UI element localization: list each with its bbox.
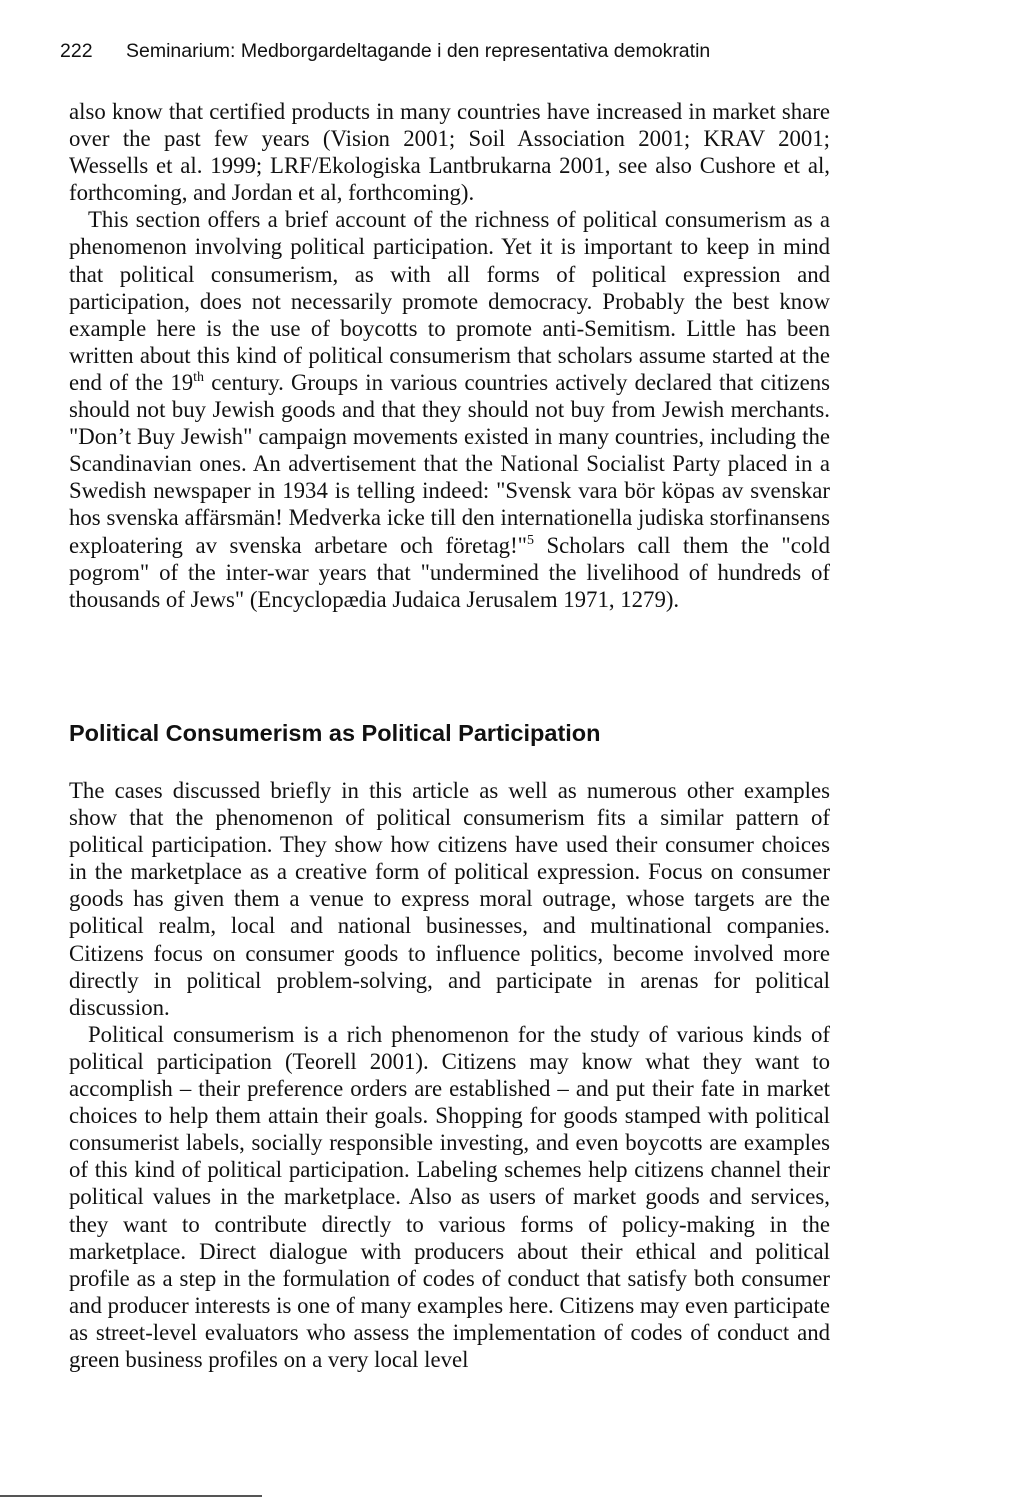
section-body-second bbox=[69, 777, 830, 1373]
paragraph-text-part: century. Groups in various countries actively declared that citizens should not buy Jewish goods and that they should not buy from Jewish merchants. "Don’t Buy Jewish" campaign movements existed in many countries, including the Scandinavian ones. An advertisement that the National Socialist Party placed in a Swedish newspaper in 1934 is telling indeed: "Svensk vara bör köpas av svenskar hos svenska affärsmän! Medverka icke till den internationella judiska storfinansens exploatering av svenska arbetare och företag!" bbox=[69, 369, 830, 558]
section-body-first bbox=[69, 98, 830, 613]
paragraph-pattern-of-participation: The cases discussed briefly in this article as well as numerous other examples show that the phenomenon of political consumerism fits a similar pattern of political participation. They show how citizens have used their consumer choices in the marketplace as a creative form of political expression. Focus on consumer goods has given them a venue to express moral outrage, whose targets are the political realm, local and national businesses, and multinational companies. Citizens focus on consumer goods to influence politics, become involved more directly in political problem-solving, and participate in arenas for political discussion. bbox=[69, 778, 830, 1020]
paragraph-text-part: Scholars call them the "cold pogrom" of the inter-war years that "undermined the livelihood of hundreds of thousands of Jews" (Encyclopædia Judaica Jerusalem 1971, 1279). bbox=[69, 532, 830, 612]
footnote-reference[interactable]: 5 bbox=[526, 532, 534, 548]
paragraph-anti-semitism-boycotts bbox=[69, 206, 830, 612]
section-heading: Political Consumerism as Political Participation bbox=[69, 720, 601, 746]
page-number: 222 bbox=[60, 40, 93, 62]
running-title: Seminarium: Medborgardeltagande i den representativa demokratin bbox=[126, 40, 711, 62]
paragraph-text-part: This section offers a brief account of the richness of political consumerism as a phenomenon involving political participation. Yet it is important to keep in mind that political consumerism, as with all forms of political expression and participation, does not necessarily promote democracy. Probably the best know example here is the use of boycotts to promote anti-Semitism. Little has been written about this kind of political consumerism that scholars assume started at the end of the 19 bbox=[69, 207, 830, 395]
page-bottom-rule bbox=[0, 1495, 262, 1497]
running-header bbox=[60, 40, 710, 63]
ordinal-superscript: th bbox=[193, 369, 205, 385]
paragraph-rich-phenomenon: Political consumerism is a rich phenomenon for the study of various kinds of political participation (Teorell 2001). Citizens may know what they want to accomplish – their preference orders are established – and put their fate in market choices to help them attain their goals. Shopping for goods stamped with political consumerist labels, socially responsible investing, and even boycotts are examples of this kind of political participation. Labeling schemes help citizens channel their political values in the marketplace. Also as users of market goods and services, they want to contribute directly to various forms of policy-making in the marketplace. Direct dialogue with producers about their ethical and political profile as a step in the formulation of codes of conduct that satisfy both consumer and producer interests is one of many examples here. Citizens may even participate as street-level evaluators who assess the implementation of codes of conduct and green business profiles on a very local level bbox=[69, 1021, 830, 1372]
paragraph-certified-products: also know that certified products in many countries have increased in market share over the past few years (Vision 2001; Soil Association 2001; KRAV 2001; Wessells et al. 1999; LRF/Ekologiska Lantbrukarna 2001, see also Cushore et al, forthcoming, and Jordan et al, forthcoming). bbox=[69, 99, 830, 206]
